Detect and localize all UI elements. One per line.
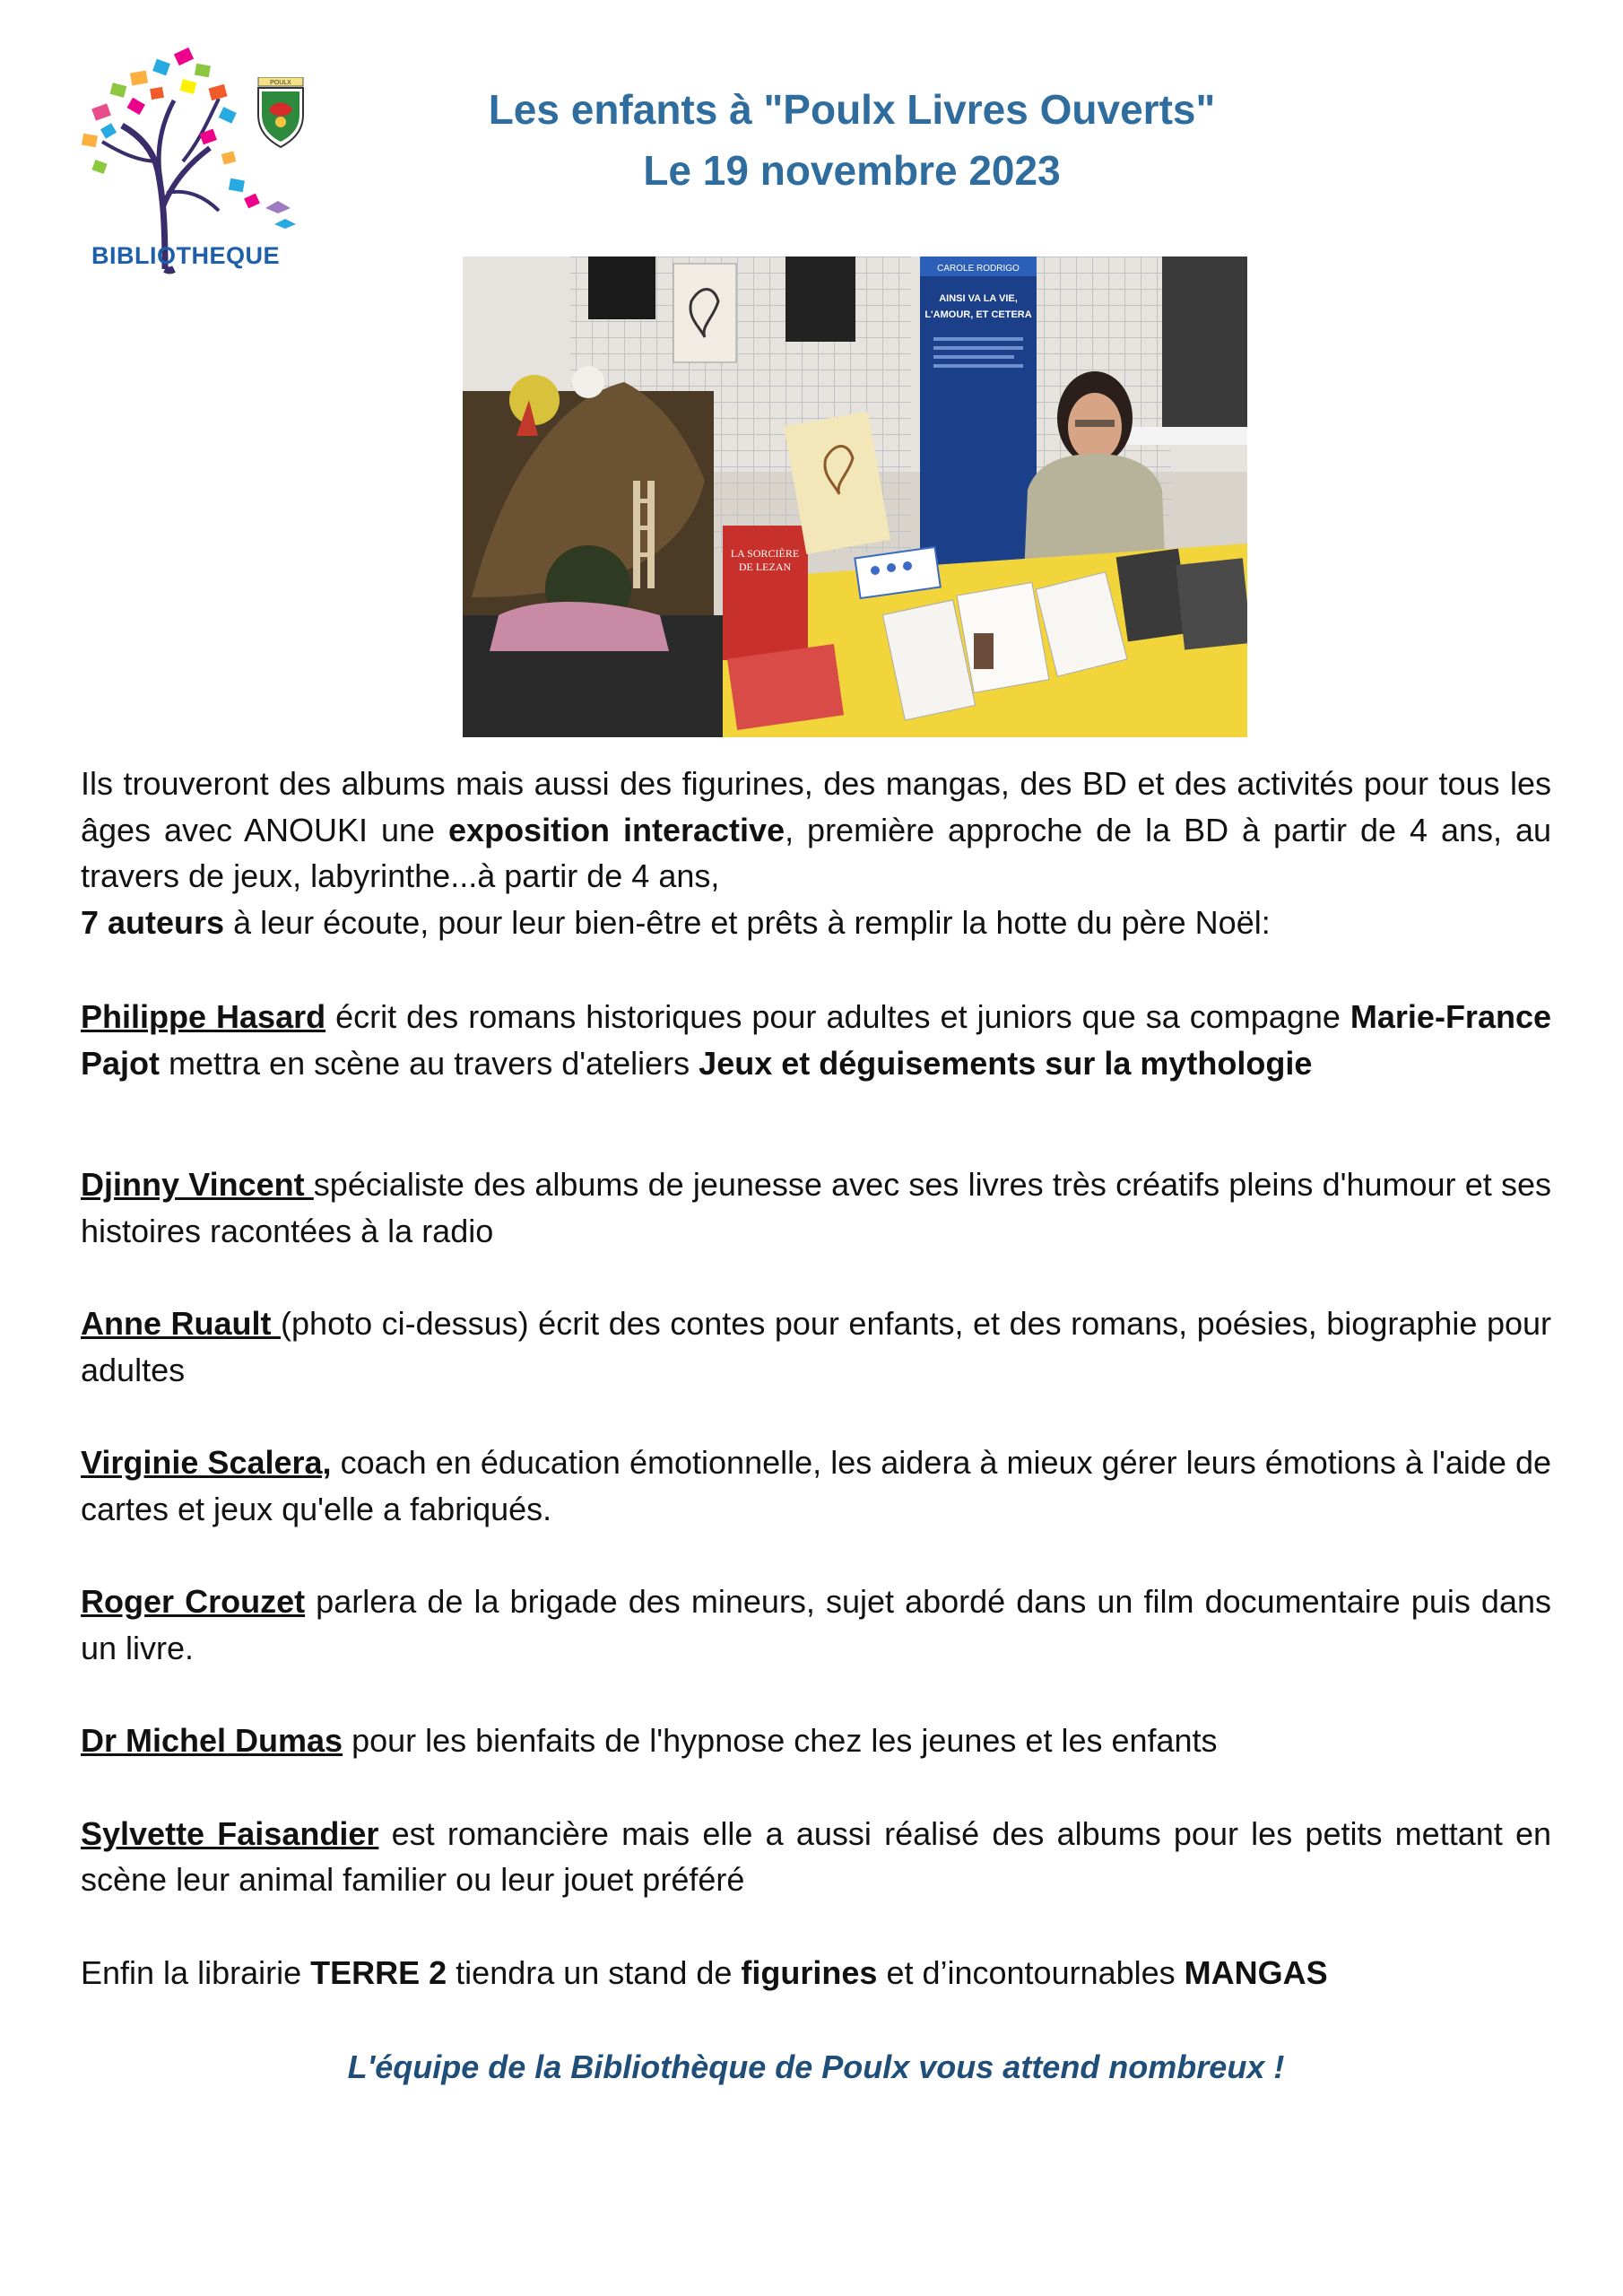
author-desc: coach en éducation émotionnelle, les aidera à mieux gérer leurs émotions à l'aide de cartes et jeux qu'elle a fabriqués. [81,1444,1551,1527]
author-desc: écrit des romans historiques pour adultes et juniors que sa compagne [325,998,1350,1035]
author-entry [81,1718,1551,1764]
author-desc: spécialiste des albums de jeunesse avec ses livres très créatifs pleins d'humour et ses histoires racontées à la radio [81,1166,1551,1249]
poulx-crest [253,77,308,149]
intro-text-2: , première approche de la BD à partir de 4 ans, au travers de jeux, labyrinthe...à partir de 4 ans, [81,811,1552,894]
closing-line: L'équipe de la Bibliothèque de Poulx vous attend nombreux ! [347,2048,1285,2085]
authors-count: 7 auteurs [81,903,225,941]
crest-label: POULX [270,80,291,86]
finale-text: Enfin la librairie [81,1953,311,1991]
author-entry [81,1811,1551,1903]
author-partner: Marie-France Pajot [81,998,1551,1082]
author-name: Djinny Vincent [81,1166,314,1203]
book-stand-illustration [463,257,1247,737]
page-subtitle-date: Le 19 novembre 2023 [643,147,1061,194]
coat-of-arms-icon [253,77,308,149]
red-book-title-1: LA SORCIÈRE [730,547,800,560]
bookshop-paragraph [81,1950,1551,1996]
workshop-title: Jeux et déguisements sur la mythologie [699,1044,1313,1082]
author-entry [81,994,1551,1086]
author-desc: parlera de la brigade des mineurs, sujet abordé dans un film documentaire puis dans un livre. [81,1583,1551,1666]
article-body [81,761,1551,1996]
authors-intro [81,900,1551,946]
author-desc: pour les bienfaits de l'hypnose chez les jeunes et les enfants [343,1722,1218,1759]
author-name: Roger Crouzet [81,1583,306,1620]
author-name: Anne Ruault [81,1305,282,1342]
author-name: Dr Michel Dumas [81,1722,343,1759]
intro-text-1: Ils trouveront des albums mais aussi des figurines, des mangas, des BD et des activités pour tous les âges avec ANOUKI une [81,765,1551,848]
intro-paragraph [81,761,1551,900]
banner-author: CAROLE RODRIGO [937,264,1020,274]
author-entry [81,1578,1551,1671]
author-name: Virginie Scalera, [81,1444,332,1481]
finale-text: et d’incontournables [877,1953,1185,1991]
author-entry [81,1161,1551,1254]
banner-title-1: AINSI VA LA VIE, [939,293,1018,304]
author-desc: mettra en scène au travers d'ateliers [160,1044,699,1082]
author-desc: (photo ci-dessus) écrit des contes pour enfants, et des romans, poésies, biographie pour adultes [81,1305,1551,1388]
author-desc: est romancière mais elle a aussi réalisé des albums pour les petits mettant en scène leur animal familier ou leur jouet préféré [81,1814,1552,1898]
intro-bold-exposition: exposition interactive [448,811,785,848]
mangas-label: MANGAS [1184,1953,1328,1991]
authors-intro-text: à leur écoute, pour leur bien-être et prêts à remplir la hotte du père Noël: [224,903,1271,941]
author-entry [81,1300,1551,1393]
author-name: Philippe Hasard [81,998,326,1035]
author-name: Sylvette Faisandier [81,1814,379,1852]
finale-text: tiendra un stand de [447,1953,742,1991]
library-logo-label: BIBLIOTHEQUE [91,242,281,269]
banner-title-2: L'AMOUR, ET CETERA [924,309,1032,320]
figurines-label: figurines [741,1953,878,1991]
red-book-title-2: DE LEZAN [738,561,792,573]
page-title: Les enfants à "Poulx Livres Ouverts" [488,86,1216,133]
bookshop-name: TERRE 2 [310,1953,447,1991]
author-stand-photo [463,257,1247,737]
author-entry [81,1439,1551,1532]
